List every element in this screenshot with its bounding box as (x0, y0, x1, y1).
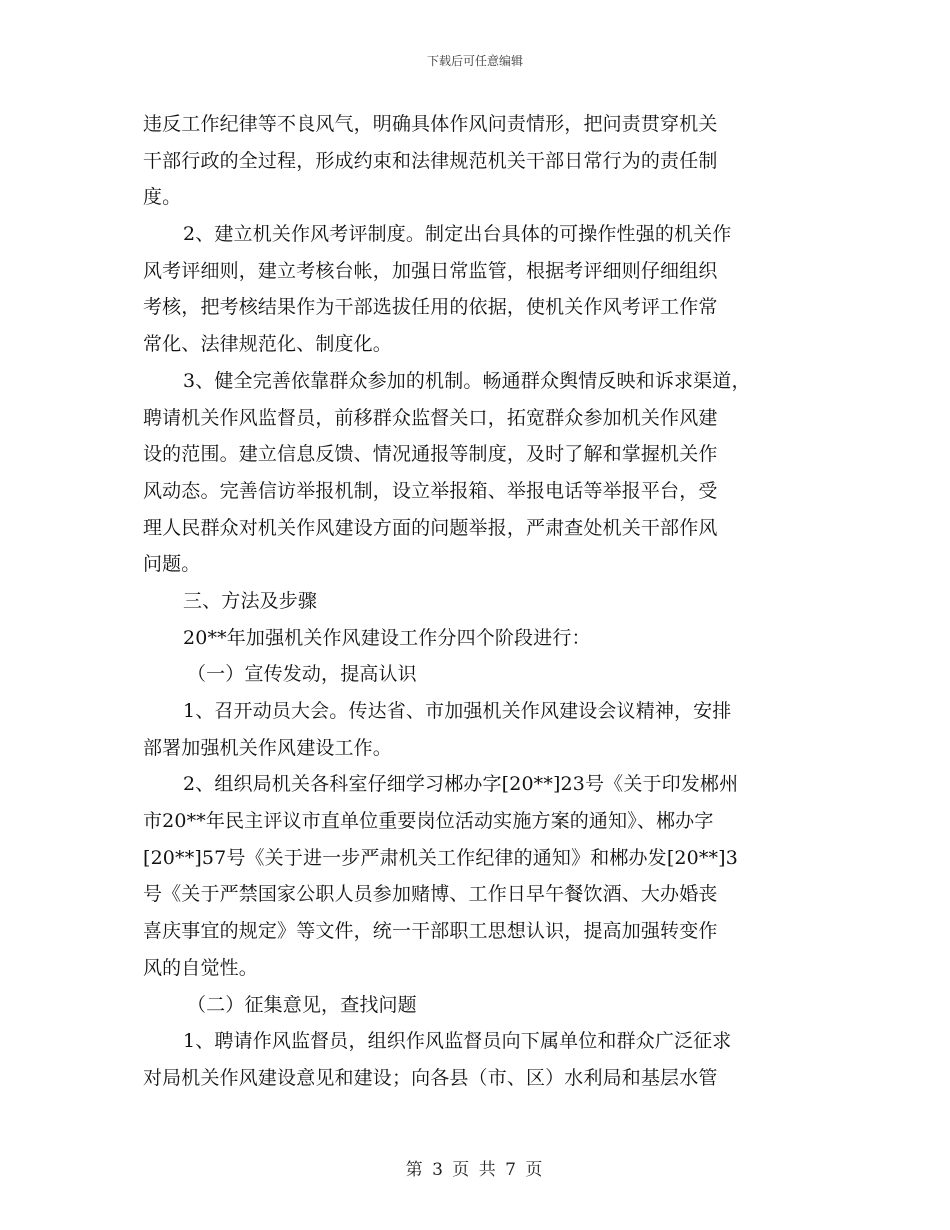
text-line: 问题。 (143, 553, 201, 576)
text-line: 部署加强机关作风建设工作。 (143, 736, 392, 759)
header-note: 下载后可任意编辑 (426, 54, 523, 68)
paragraph-start: 2、组织局机关各科室仔细学习郴办字[20**]23号《关于印发郴州 (183, 773, 739, 796)
text-line: 市20**年民主评议市直单位重要岗位活动实施方案的通知》、郴办字 (143, 810, 714, 833)
text-line: 常化、法律规范化、制度化。 (143, 333, 392, 356)
text-line: 对局机关作风建设意见和建设；向各县（市、区）水利局和基层水管 (143, 1066, 718, 1089)
paragraph-start: 1、召开动员大会。传达省、市加强机关作风建设会议精神，安排 (183, 700, 732, 722)
paragraph-start: 3、健全完善依靠群众参加的机制。畅通群众舆情反映和诉求渠道， (183, 369, 751, 392)
paragraph-start: 1、聘请作风监督员，组织作风监督员向下属单位和群众广泛征求 (183, 1030, 732, 1053)
text-line: 聘请机关作风监督员，前移群众监督关口，拓宽群众参加机关作风建 (143, 406, 718, 429)
text-line: 设的范围。建立信息反馈、情况通报等制度，及时了解和掌握机关作 (143, 443, 718, 466)
text-line: 理人民群众对机关作风建设方面的问题举报，严肃查处机关干部作风 (143, 516, 718, 539)
text-line: 考核，把考核结果作为干部选拔任用的依据，使机关作风考评工作常 (143, 296, 718, 319)
text-line: 风的自觉性。 (143, 956, 258, 979)
text-line: 违反工作纪律等不良风气，明确具体作风问责情形，把问责贯穿机关 (143, 113, 718, 135)
text-line: 号《关于严禁国家公职人员参加赌博、工作日早午餐饮酒、大办婚丧 (143, 883, 718, 906)
document-body (143, 106, 813, 1097)
text-line: 干部行政的全过程，形成约束和法律规范机关干部日常行为的责任制 (143, 149, 718, 172)
subsection-heading: （一）宣传发动，提高认识 (187, 663, 417, 686)
text-line: [20**]57号《关于进一步严肃机关工作纪律的通知》和郴办发[20**]3 (143, 846, 738, 869)
text-line: 喜庆事宜的规定》等文件，统一干部职工思想认识，提高加强转变作 (143, 920, 718, 943)
section-heading: 三、方法及步骤 (183, 589, 318, 612)
subsection-heading: （二）征集意见，查找问题 (187, 993, 417, 1016)
text-line: 度。 (143, 186, 182, 209)
paragraph-start: 20**年加强机关作风建设工作分四个阶段进行： (183, 626, 591, 649)
paragraph-start: 2、建立机关作风考评制度。制定出台具体的可操作性强的机关作 (183, 223, 732, 246)
page-footer: 第 3 页 共 7 页 (405, 1160, 545, 1180)
text-line: 风考评细则，建立考核台帐，加强日常监管，根据考评细则仔细组织 (143, 259, 718, 282)
text-line: 风动态。完善信访举报机制，设立举报箱、举报电话等举报平台，受 (143, 479, 718, 502)
